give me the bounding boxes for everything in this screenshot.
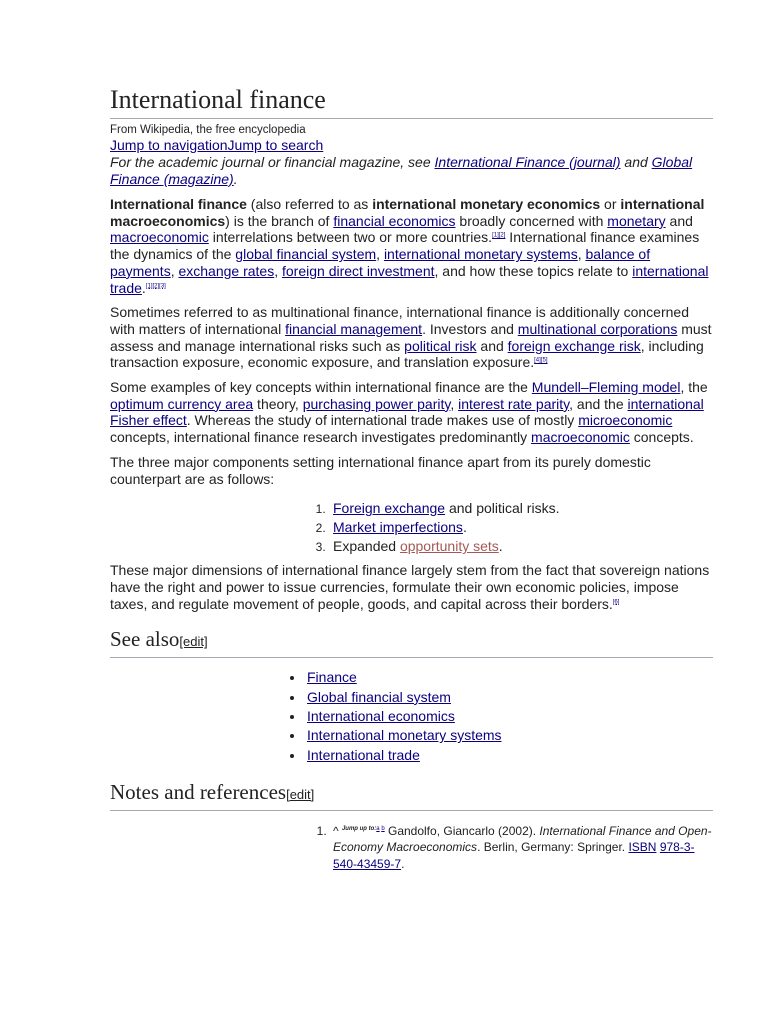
citation-link[interactable]: [1][2][3] (145, 282, 166, 289)
text: , (450, 395, 459, 412)
edit-section-link[interactable]: [edit] (286, 786, 315, 802)
link-balance-of-payments[interactable]: balance of payments (110, 246, 651, 279)
list-item (329, 537, 713, 556)
bold-term: international monetary economics (372, 196, 601, 212)
link-mundell-fleming-model[interactable]: Mundell–Fleming model (531, 379, 681, 396)
text: . Investors and (422, 320, 518, 337)
article (110, 84, 713, 872)
isbn-number-link[interactable]: 978-3-540-43459-7 (333, 840, 695, 871)
hatnote-link-journal[interactable]: International Finance (journal) (434, 154, 621, 170)
text: (also referred to as (246, 196, 373, 212)
dimensions-paragraph (110, 562, 713, 612)
link-financial-economics[interactable]: financial economics (333, 212, 456, 229)
redlink-opportunity-sets[interactable]: opportunity sets (399, 538, 499, 555)
hatnote (110, 154, 713, 188)
hatnote-text: . (233, 171, 238, 187)
link-international-monetary-systems[interactable]: International monetary systems (307, 727, 502, 744)
components-list (110, 499, 713, 556)
link-market-imperfections[interactable]: Market imperfections (333, 519, 463, 536)
list-item (305, 668, 713, 687)
text: , and the (569, 395, 628, 412)
link-international-monetary-systems[interactable]: international monetary systems (383, 246, 578, 263)
intro-paragraph (110, 196, 713, 296)
text: and (476, 337, 508, 354)
text: , (376, 246, 384, 263)
text: International finance examines the dynamics of the (110, 229, 700, 263)
ref-author: Gandolfo, Giancarlo (2002). (384, 823, 540, 838)
link-exchange-rates[interactable]: exchange rates (178, 262, 275, 279)
link-macroeconomic[interactable]: macroeconomic (110, 229, 209, 246)
link-international-trade[interactable]: International trade (307, 746, 420, 763)
link-optimum-currency-area[interactable]: optimum currency area (110, 395, 254, 412)
link-global-financial-system[interactable]: global financial system (235, 246, 377, 263)
text: concepts. (629, 429, 694, 446)
text: , (170, 262, 179, 279)
link-foreign-direct-investment[interactable]: foreign direct investment (282, 262, 435, 279)
citation-link[interactable]: [4][5] (534, 357, 548, 364)
ref-publisher: . Berlin, Germany: Springer. (477, 840, 629, 855)
text: These major dimensions of international finance largely stem from the fact that sovereign nations have the right and power to issue currencies, formulate their own economic policies, impose taxes, and regulate movement of people, goods, and capital across their borders. (110, 562, 710, 612)
text: Some examples of key concepts within international finance are the (110, 379, 532, 396)
text: . (141, 279, 146, 296)
heading-text: See also (110, 627, 180, 652)
link-macroeconomic[interactable]: macroeconomic (531, 429, 630, 446)
text: and (665, 212, 693, 229)
link-foreign-exchange-risk[interactable]: foreign exchange risk (507, 337, 641, 354)
link-global-financial-system[interactable]: Global financial system (307, 688, 451, 705)
text: , and how these topics relate to (434, 262, 633, 279)
link-purchasing-power-parity[interactable]: purchasing power parity (302, 395, 451, 412)
text: and political risks. (445, 500, 560, 517)
references-list (110, 821, 713, 873)
list-item (305, 707, 713, 726)
text: . (498, 538, 503, 555)
text: , including transaction exposure, economic exposure, and translation exposure. (110, 337, 704, 371)
link-finance[interactable]: Finance (307, 669, 357, 686)
link-multinational-corporations[interactable]: multinational corporations (517, 320, 678, 337)
list-item (305, 688, 713, 707)
text: Expanded (333, 538, 400, 555)
jump-links (110, 137, 713, 154)
edit-section-link[interactable]: [edit] (179, 634, 208, 650)
list-item (305, 726, 713, 745)
backlink-a[interactable]: a (376, 825, 380, 832)
citation-link[interactable]: [6] (612, 599, 620, 605)
hatnote-link-magazine[interactable]: Global Finance (magazine) (110, 154, 693, 187)
jump-to-navigation-link[interactable]: Jump to navigation (110, 137, 228, 153)
ref-work: International Finance and Open-Economy Macroeconomics (333, 823, 712, 855)
see-also-heading (110, 626, 713, 658)
see-also-list (110, 668, 713, 764)
text: , (577, 246, 586, 263)
isbn-link[interactable]: ISBN (628, 840, 657, 855)
citation-link[interactable]: [1][2] (492, 232, 506, 239)
list-item (329, 499, 713, 518)
link-microeconomic[interactable]: microeconomic (578, 412, 673, 429)
link-international-economics[interactable]: International economics (307, 707, 455, 724)
text: , (274, 262, 282, 279)
multinational-paragraph (110, 304, 713, 371)
jump-to-search-link[interactable]: Jump to search (227, 137, 324, 153)
page-title: International finance (110, 84, 713, 119)
text: Sometimes referred to as multinational finance, international finance is additionally concerned with matters of international (110, 304, 689, 337)
list-item (329, 518, 713, 537)
caret: ^ (333, 823, 342, 838)
tagline: From Wikipedia, the free encyclopedia (110, 124, 306, 136)
link-interest-rate-parity[interactable]: interest rate parity (458, 395, 570, 412)
backlink-b[interactable]: b (381, 825, 385, 832)
text: . (462, 519, 467, 536)
bold-term: International finance (110, 196, 247, 212)
text: theory, (253, 395, 303, 412)
text: or (600, 196, 621, 212)
text: . (401, 856, 405, 871)
text: . Whereas the study of international trade makes use of mostly (186, 412, 579, 429)
text: broadly concerned with (455, 212, 608, 229)
link-political-risk[interactable]: political risk (404, 337, 477, 354)
link-financial-management[interactable]: financial management (285, 320, 423, 337)
text: concepts, international finance research investigates predominantly (110, 429, 532, 446)
notes-heading (110, 779, 713, 811)
jump-up-label: Jump up to: (341, 825, 377, 832)
text: ) is the branch of (225, 212, 334, 229)
text: must assess and manage international risks such as (110, 320, 712, 354)
bold-term: international macroeconomics (110, 196, 705, 229)
list-item (305, 746, 713, 765)
link-international-fisher-effect[interactable]: international Fisher effect (110, 395, 704, 429)
reference-item (330, 821, 713, 873)
text: , the (680, 379, 708, 396)
hatnote-text: and (620, 154, 652, 170)
concepts-paragraph (110, 379, 713, 446)
heading-text: Notes and references (110, 779, 287, 804)
components-intro-paragraph: The three major components setting international finance apart from its purely domestic counterpart are as follows: (110, 453, 651, 487)
text: interrelations between two or more countries. (208, 229, 493, 246)
link-international-trade[interactable]: international trade (110, 262, 709, 296)
hatnote-text: For the academic journal or financial magazine, see (110, 154, 435, 170)
link-monetary[interactable]: monetary (607, 212, 666, 229)
link-foreign-exchange[interactable]: Foreign exchange (333, 500, 446, 517)
